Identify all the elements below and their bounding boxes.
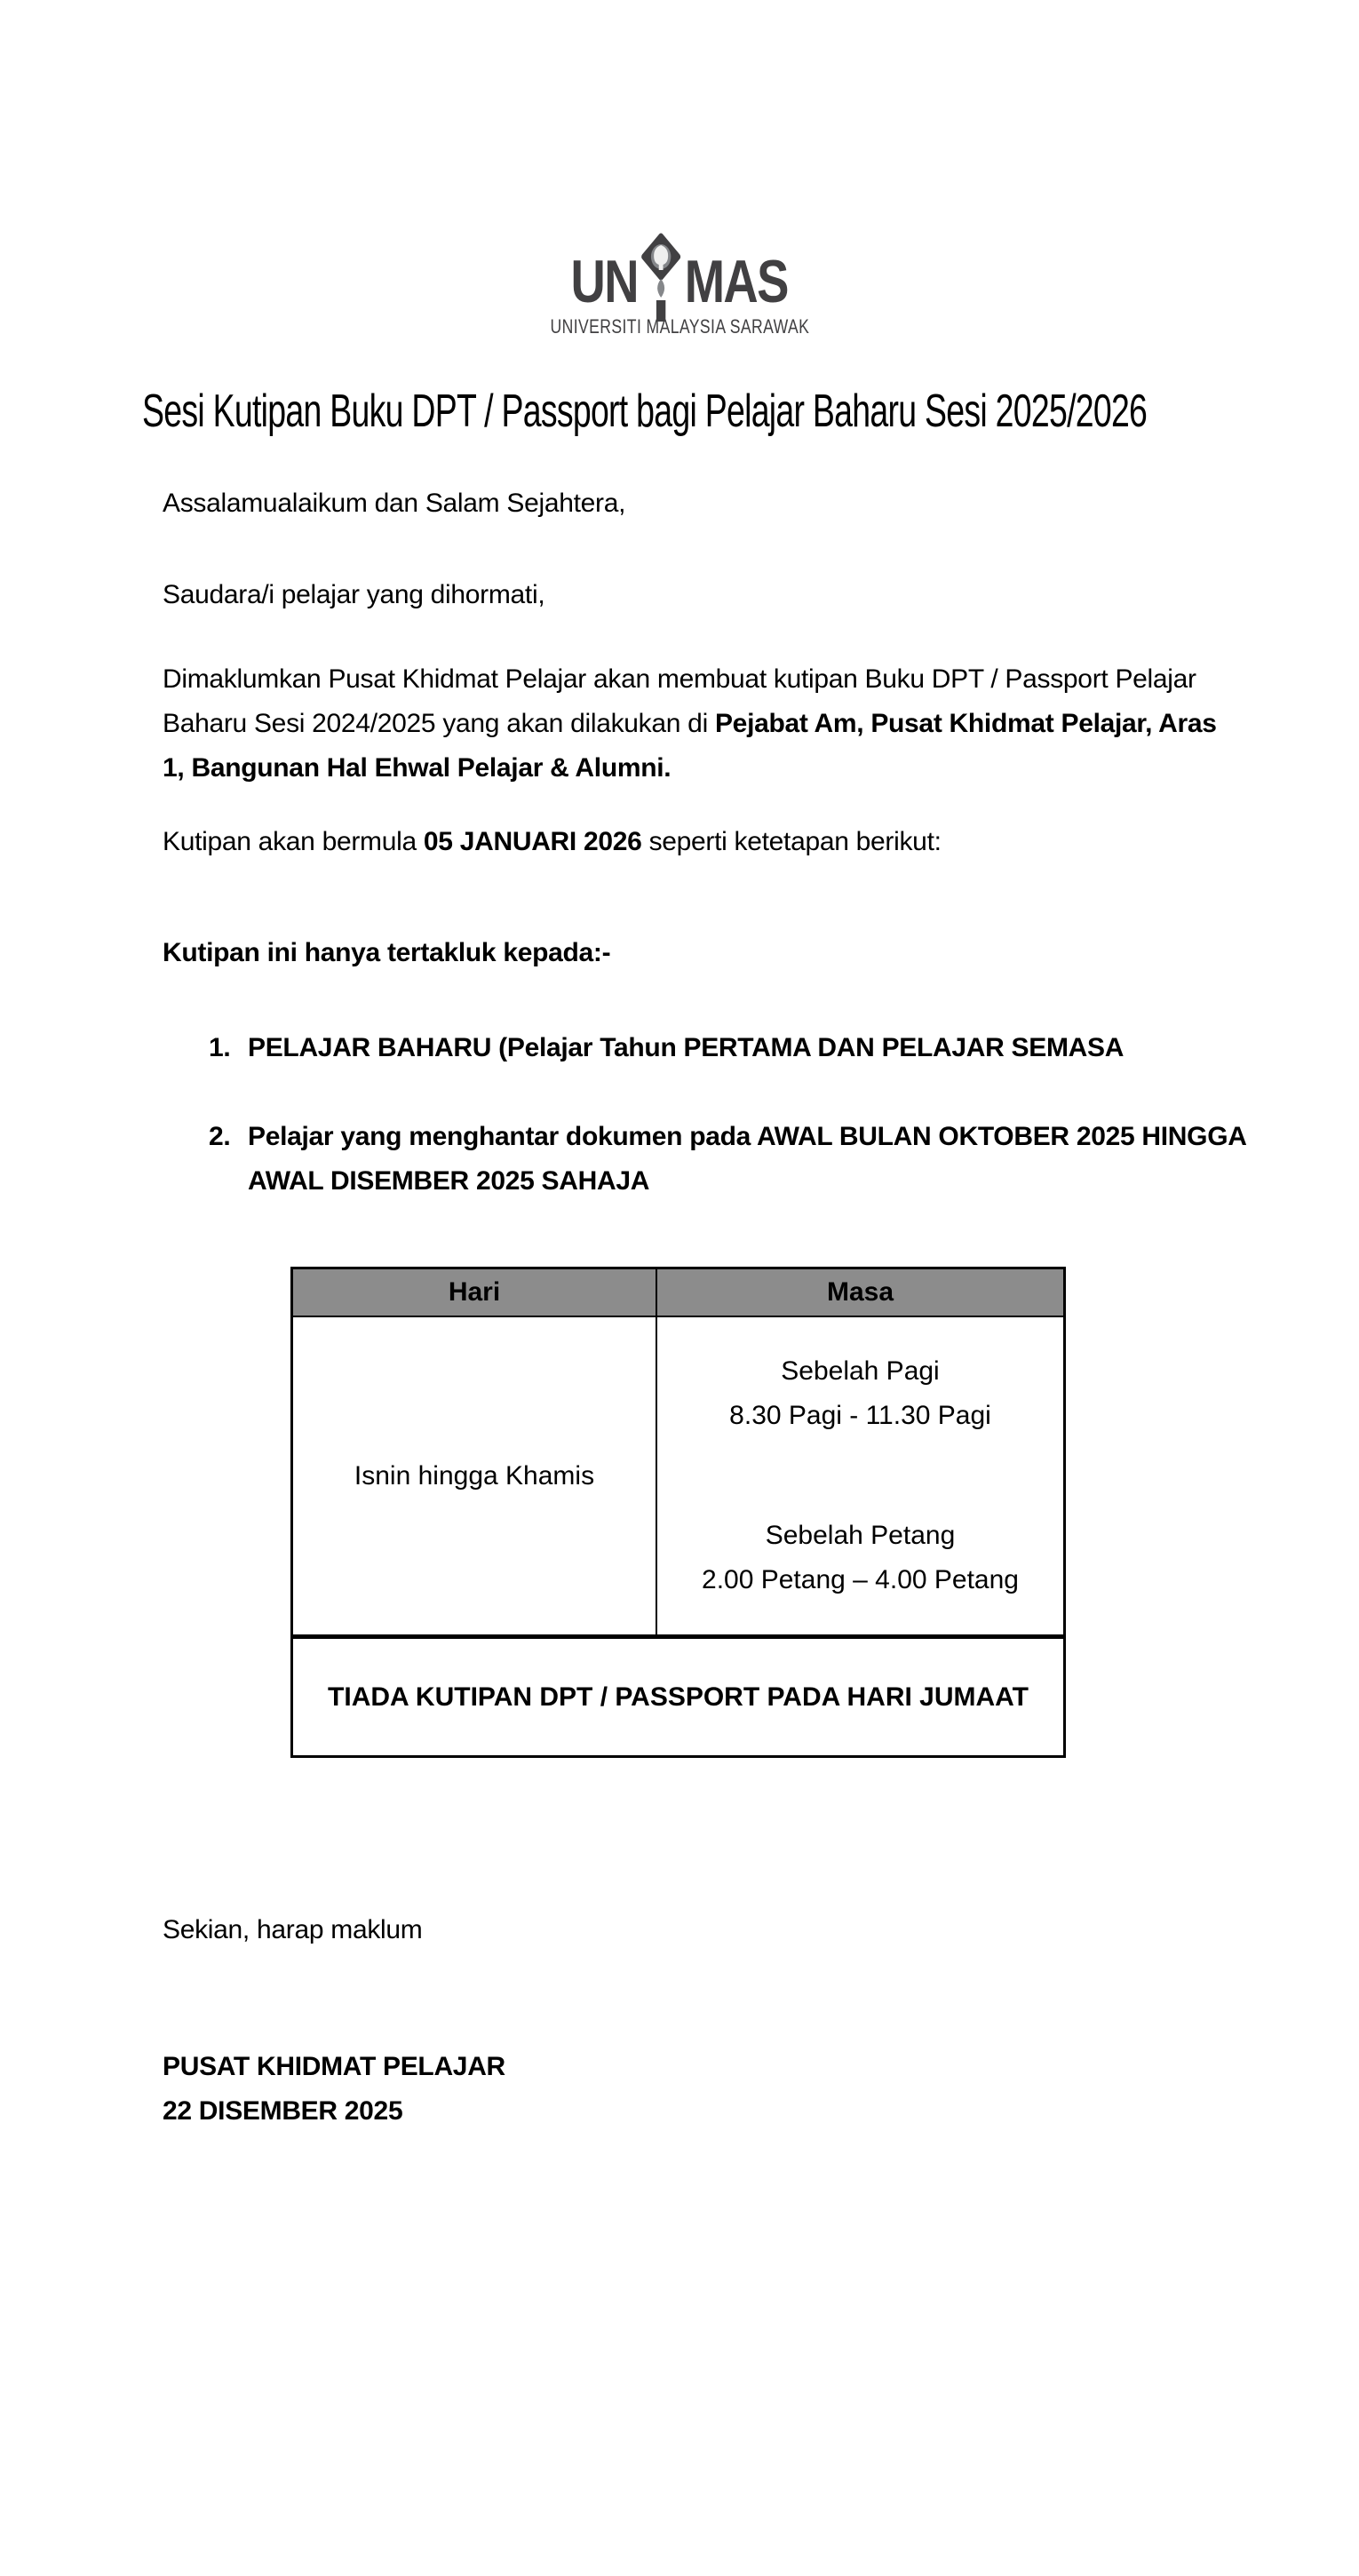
schedule-table [290,1267,1066,1758]
logo-tagline: UNIVERSITI MALAYSIA SARAWAK [550,315,809,338]
schedule-header-row [293,1269,1063,1317]
time-cell [657,1317,1063,1634]
header-cell-masa: Masa [657,1269,1063,1316]
closing-text: Sekian, harap maklum [163,1915,423,1944]
wordmark-left-text: UN [570,248,639,315]
start-paragraph [163,820,942,864]
item-number: 1. [209,1033,231,1062]
header-cell-hari: Hari [293,1269,657,1316]
item-number: 2. [209,1122,231,1151]
start-date-text: 05 JANUARI 2026 [423,827,642,856]
unimas-emblem-icon [640,233,684,322]
morning-session-label: Sebelah Pagi [781,1356,940,1386]
greeting-text: Assalamualaikum dan Salam Sejahtera, [163,489,626,518]
page-title: Sesi Kutipan Buku DPT / Passport bagi Pelajar Baharu Sesi 2025/2026 [142,386,1148,437]
item-text: PELAJAR BAHARU (Pelajar Tahun PERTAMA DAN PELAJAR SEMASA [248,1033,1125,1062]
afternoon-session-label: Sebelah Petang [765,1521,956,1550]
list-item [163,1115,1252,1204]
day-cell: Isnin hingga Khamis [293,1317,657,1634]
intro-regular-text: Dimaklumkan Pusat Khidmat Pelajar akan membuat kutipan Buku DPT / Passport Pelajar Baharu Sesi 2024/2025 yang akan dilakukan di [163,664,1196,738]
start-post-text: seperti ketetapan berikut: [641,827,942,856]
afternoon-session-time: 2.00 Petang – 4.00 Petang [702,1565,1019,1594]
schedule-note: TIADA KUTIPAN DPT / PASSPORT PADA HARI JUMAAT [293,1634,1063,1755]
salutation-text: Saudara/i pelajar yang dihormati, [163,580,545,609]
schedule-body-row [293,1317,1063,1634]
signature-block [163,2045,505,2134]
signature-date: 22 DISEMBER 2025 [163,2096,403,2126]
list-item [163,1026,1252,1070]
morning-session-time: 8.30 Pagi - 11.30 Pagi [729,1401,991,1430]
conditions-heading: Kutipan ini hanya tertakluk kepada:- [163,938,611,967]
unimas-logo [0,233,1359,338]
start-pre-text: Kutipan akan bermula [163,827,424,856]
conditions-list [163,1026,1252,1248]
item-text: Pelajar yang menghantar dokumen pada AWAL BULAN OKTOBER 2025 HINGGA AWAL DISEMBER 2025 SAHAJA [248,1122,1246,1196]
intro-paragraph [163,657,1237,791]
wordmark-right-text: MAS [685,248,789,315]
signature-name: PUSAT KHIDMAT PELAJAR [163,2052,505,2081]
intro-bold-location-text: Pejabat Am, Pusat Khidmat Pelajar, Aras 1, Bangunan Hal Ehwal Pelajar & Alumni. [163,709,1217,783]
unimas-wordmark [570,233,789,315]
